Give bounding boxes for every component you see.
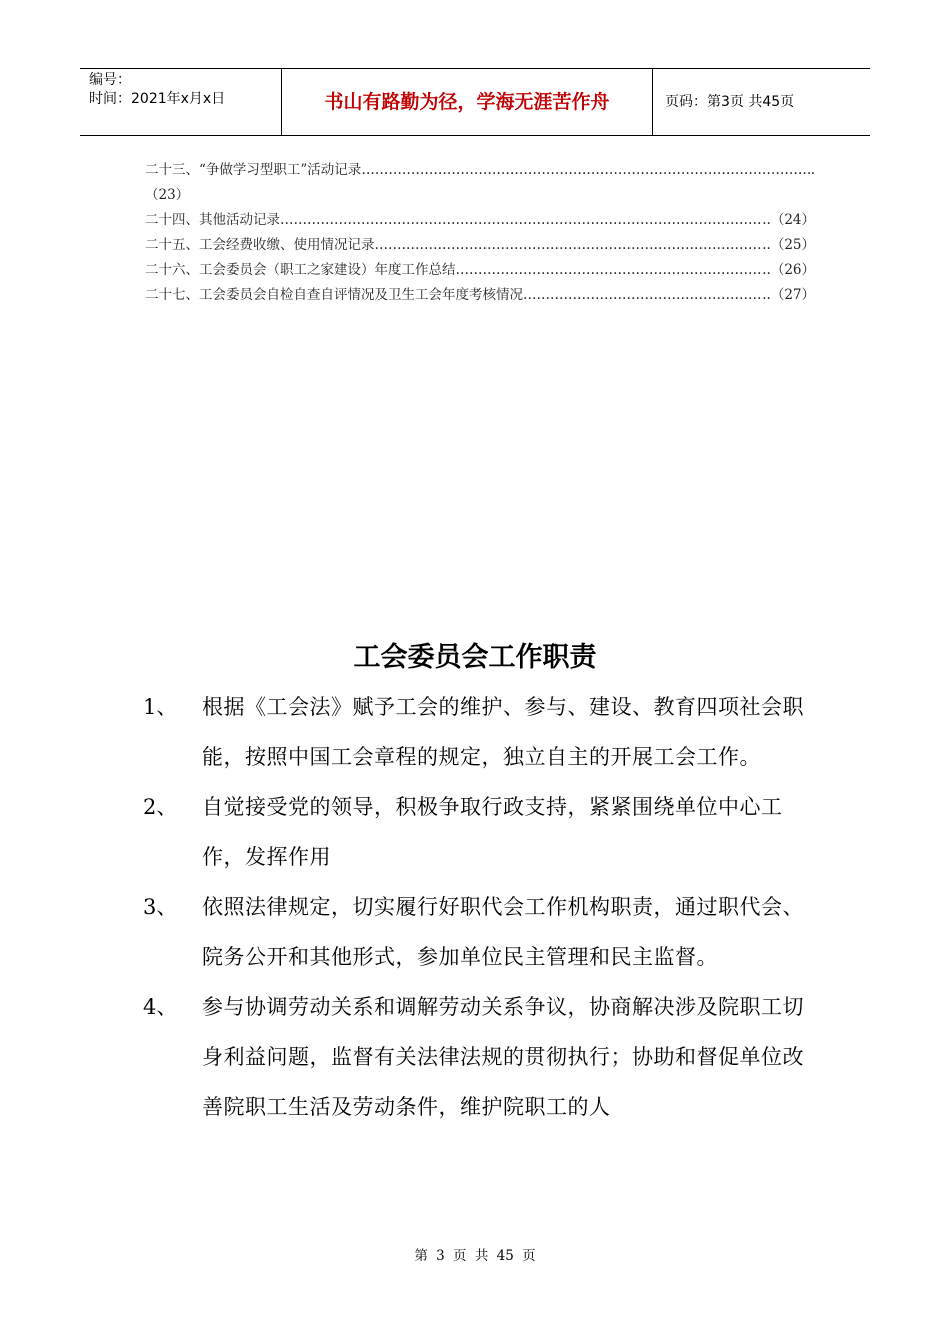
section-title: 工会委员会工作职责 bbox=[353, 642, 597, 673]
duty-number: 4、 bbox=[143, 995, 178, 1019]
toc-leader bbox=[456, 258, 763, 283]
duty-item bbox=[140, 982, 820, 1132]
toc-item-label: 二十三、“争做学习型职工”活动记录 bbox=[145, 162, 362, 178]
toc-item[interactable] bbox=[145, 233, 815, 258]
toc-item-continuation bbox=[145, 183, 815, 208]
duty-number: 1、 bbox=[143, 695, 178, 719]
number-label: 编号： bbox=[89, 72, 131, 88]
toc-item-page: ..（27） bbox=[762, 287, 815, 303]
toc-item-page: ..（24） bbox=[762, 212, 815, 228]
header-motto: 书山有路勤为径，学海无涯苦作舟 bbox=[282, 69, 653, 135]
toc-item[interactable] bbox=[145, 208, 815, 233]
toc-item[interactable] bbox=[145, 283, 815, 308]
toc-item-page: ..（25） bbox=[762, 237, 815, 253]
duty-number: 3、 bbox=[143, 895, 178, 919]
duty-text: 根据《工会法》赋予工会的维护、参与、建设、教育四项社会职能，按照中国工会章程的规定，独立自主的开展工会工作。 bbox=[202, 695, 804, 769]
toc-item-page: . bbox=[810, 162, 815, 178]
time-label: 时间：2021年x月x日 bbox=[89, 91, 226, 107]
page-footer: 第 3 页 共 45 页 bbox=[414, 1248, 536, 1264]
duty-number: 2、 bbox=[143, 795, 178, 819]
toc-item[interactable] bbox=[145, 258, 815, 283]
duty-item bbox=[140, 682, 820, 782]
duty-item bbox=[140, 882, 820, 982]
table-of-contents bbox=[145, 158, 815, 308]
duties-list bbox=[140, 682, 820, 1132]
header-meta bbox=[80, 69, 282, 135]
toc-item-page: ..（26） bbox=[762, 262, 815, 278]
toc-leader bbox=[361, 158, 810, 183]
duty-text: 依照法律规定，切实履行好职代会工作机构职责，通过职代会、院务公开和其他形式，参加单位民主管理和民主监督。 bbox=[202, 895, 804, 969]
toc-item-label: 二十五、工会经费收缴、使用情况记录 bbox=[145, 237, 375, 253]
toc-leader bbox=[375, 233, 763, 258]
toc-leader bbox=[280, 208, 762, 233]
toc-item[interactable] bbox=[145, 158, 815, 183]
duty-item bbox=[140, 782, 820, 882]
toc-item-page-cont: （23） bbox=[145, 187, 190, 203]
duty-text: 参与协调劳动关系和调解劳动关系争议，协商解决涉及院职工切身利益问题，监督有关法律法规的贯彻执行；协助和督促单位改善院职工生活及劳动条件，维护院职工的人 bbox=[202, 995, 804, 1119]
header-page-info: 页码：第3页 共45页 bbox=[665, 94, 795, 110]
toc-item-label: 二十六、工会委员会（职工之家建设）年度工作总结 bbox=[145, 262, 456, 278]
toc-item-label: 二十七、工会委员会自检自查自评情况及卫生工会年度考核情况 bbox=[145, 287, 523, 303]
toc-item-label: 二十四、其他活动记录 bbox=[145, 212, 280, 228]
page-header bbox=[80, 68, 870, 136]
duty-text: 自觉接受党的领导，积极争取行政支持，紧紧围绕单位中心工作，发挥作用 bbox=[202, 795, 783, 869]
toc-leader bbox=[523, 283, 762, 308]
